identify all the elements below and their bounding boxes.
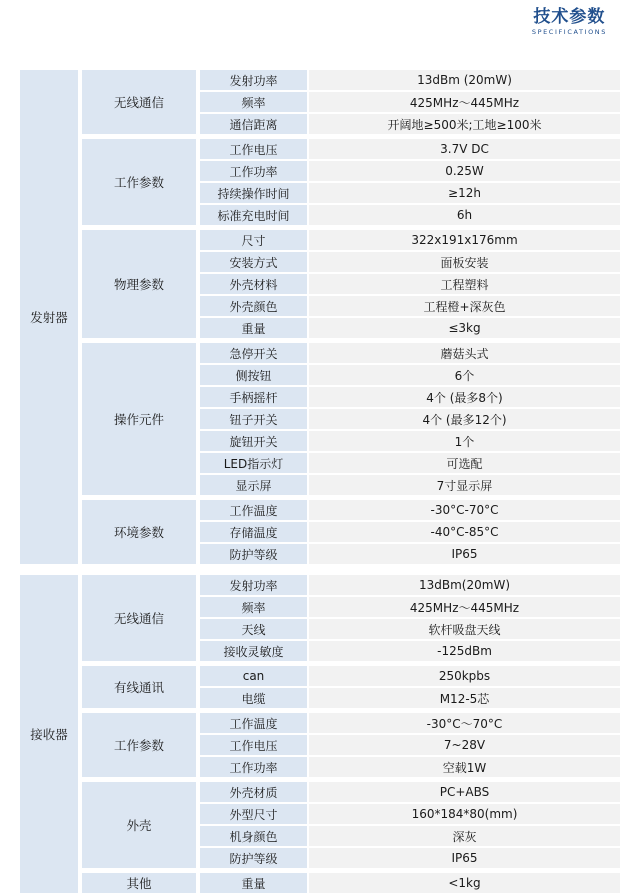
param-name: 发射功率 [200, 70, 307, 90]
table-row [200, 318, 620, 338]
param-value: -30°C～70°C [309, 713, 620, 733]
param-name: 发射功率 [200, 575, 307, 595]
param-value: 7~28V [309, 735, 620, 755]
spec-group [82, 575, 620, 661]
group-label: 物理参数 [82, 230, 196, 338]
table-row [200, 713, 620, 733]
table-row [200, 183, 620, 203]
table-row [200, 826, 620, 846]
param-name: 通信距离 [200, 114, 307, 134]
spec-group [82, 343, 620, 495]
param-name: 外型尺寸 [200, 804, 307, 824]
param-name: 频率 [200, 597, 307, 617]
param-value: 7寸显示屏 [309, 475, 620, 495]
page-subtitle: SPECIFICATIONS [531, 28, 607, 36]
param-name: LED指示灯 [200, 453, 307, 473]
param-value: -30°C-70°C [309, 500, 620, 520]
table-row [200, 619, 620, 639]
param-name: 机身颜色 [200, 826, 307, 846]
table-row [200, 666, 620, 686]
table-row [200, 252, 620, 272]
table-row [200, 688, 620, 708]
table-row [200, 70, 620, 90]
spec-table [20, 70, 620, 893]
param-value: ≥12h [309, 183, 620, 203]
param-name: 接收灵敏度 [200, 641, 307, 661]
param-value: IP65 [309, 544, 620, 564]
param-value: PC+ABS [309, 782, 620, 802]
param-name: 工作电压 [200, 139, 307, 159]
param-value: 250kpbs [309, 666, 620, 686]
group-label: 其他 [82, 873, 196, 893]
table-row [200, 522, 620, 542]
table-row [200, 230, 620, 250]
param-name: 工作温度 [200, 713, 307, 733]
param-name: 天线 [200, 619, 307, 639]
param-name: 外壳材料 [200, 274, 307, 294]
param-name: 外壳颜色 [200, 296, 307, 316]
param-name: 防护等级 [200, 848, 307, 868]
table-row [200, 597, 620, 617]
table-row [200, 296, 620, 316]
spec-group [82, 873, 620, 893]
group-label: 外壳 [82, 782, 196, 868]
param-name: 工作功率 [200, 161, 307, 181]
param-value: 开阔地≥500米;工地≥100米 [309, 114, 620, 134]
param-value: 13dBm (20mW) [309, 70, 620, 90]
page-header [532, 6, 607, 37]
spec-section [20, 70, 620, 564]
param-value: 425MHz～445MHz [309, 92, 620, 112]
group-label: 环境参数 [82, 500, 196, 564]
table-row [200, 343, 620, 363]
spec-group [82, 713, 620, 777]
table-row [200, 431, 620, 451]
param-name: 侧按钮 [200, 365, 307, 385]
param-name: 防护等级 [200, 544, 307, 564]
table-row [200, 274, 620, 294]
table-row [200, 641, 620, 661]
param-name: 钮子开关 [200, 409, 307, 429]
spec-group [82, 70, 620, 134]
param-value: 空载1W [309, 757, 620, 777]
param-name: 旋钮开关 [200, 431, 307, 451]
table-row [200, 475, 620, 495]
param-name: 工作功率 [200, 757, 307, 777]
param-value: 6h [309, 205, 620, 225]
param-name: 频率 [200, 92, 307, 112]
group-label: 有线通讯 [82, 666, 196, 708]
spec-group [82, 500, 620, 564]
param-value: 工程橙+深灰色 [309, 296, 620, 316]
param-value: 4个 (最多12个) [309, 409, 620, 429]
table-row [200, 365, 620, 385]
param-name: 工作温度 [200, 500, 307, 520]
group-label: 无线通信 [82, 575, 196, 661]
param-value: 425MHz～445MHz [309, 597, 620, 617]
param-value: 4个 (最多8个) [309, 387, 620, 407]
table-row [200, 544, 620, 564]
spec-group [82, 139, 620, 225]
table-row [200, 848, 620, 868]
param-value: 可选配 [309, 453, 620, 473]
param-name: 尺寸 [200, 230, 307, 250]
spec-group [82, 230, 620, 338]
table-row [200, 139, 620, 159]
param-value: 6个 [309, 365, 620, 385]
param-name: 外壳材质 [200, 782, 307, 802]
param-name: 存储温度 [200, 522, 307, 542]
param-name: 重量 [200, 873, 307, 893]
param-value: 160*184*80(mm) [309, 804, 620, 824]
section-label: 发射器 [20, 70, 78, 564]
table-row [200, 873, 620, 893]
param-value: 工程塑料 [309, 274, 620, 294]
param-name: 显示屏 [200, 475, 307, 495]
param-name: can [200, 666, 307, 686]
param-value: 1个 [309, 431, 620, 451]
table-row [200, 453, 620, 473]
param-name: 急停开关 [200, 343, 307, 363]
spec-section [20, 575, 620, 893]
table-row [200, 114, 620, 134]
table-row [200, 409, 620, 429]
param-value: IP65 [309, 848, 620, 868]
table-row [200, 500, 620, 520]
table-row [200, 575, 620, 595]
param-name: 持续操作时间 [200, 183, 307, 203]
param-value: 软杆吸盘天线 [309, 619, 620, 639]
param-value: 3.7V DC [309, 139, 620, 159]
table-row [200, 387, 620, 407]
param-value: 0.25W [309, 161, 620, 181]
param-value: -40°C-85°C [309, 522, 620, 542]
param-name: 标准充电时间 [200, 205, 307, 225]
param-name: 手柄摇杆 [200, 387, 307, 407]
param-value: <1kg [309, 873, 620, 893]
table-row [200, 205, 620, 225]
table-row [200, 757, 620, 777]
param-value: 322x191x176mm [309, 230, 620, 250]
spec-group [82, 782, 620, 868]
param-value: 蘑菇头式 [309, 343, 620, 363]
spec-group [82, 666, 620, 708]
section-label: 接收器 [20, 575, 78, 893]
group-label: 工作参数 [82, 713, 196, 777]
param-value: -125dBm [309, 641, 620, 661]
table-row [200, 161, 620, 181]
param-value: ≤3kg [309, 318, 620, 338]
param-value: 面板安装 [309, 252, 620, 272]
table-row [200, 804, 620, 824]
param-value: 13dBm(20mW) [309, 575, 620, 595]
param-value: 深灰 [309, 826, 620, 846]
table-row [200, 92, 620, 112]
param-name: 安装方式 [200, 252, 307, 272]
group-label: 无线通信 [82, 70, 196, 134]
group-label: 工作参数 [82, 139, 196, 225]
group-label: 操作元件 [82, 343, 196, 495]
page-title: 技术参数 [533, 7, 606, 27]
param-name: 电缆 [200, 688, 307, 708]
param-value: M12-5芯 [309, 688, 620, 708]
table-row [200, 735, 620, 755]
param-name: 重量 [200, 318, 307, 338]
table-row [200, 782, 620, 802]
param-name: 工作电压 [200, 735, 307, 755]
